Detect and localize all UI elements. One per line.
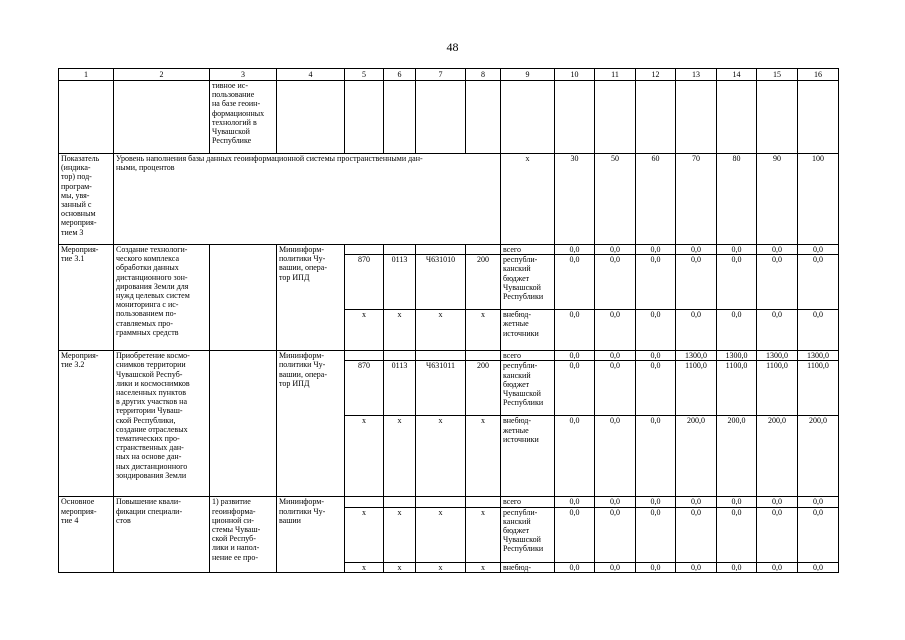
amount-cell: 0,0 bbox=[717, 245, 757, 255]
indicator-value: 30 bbox=[555, 154, 595, 245]
funding-source: республи- канский бюджет Чувашской Республики bbox=[501, 255, 555, 310]
target-code bbox=[416, 245, 466, 255]
event-description: Приобретение космо- снимков территории Чувашской Респуб- лики и космоснимков населенных пунктов в других участков на территории Чуваш- ской Республики, создание отраслевых тематических про- странственных дан- ных на основе дан- ных дистанционного зондирования Земли bbox=[114, 351, 210, 497]
event-description: Создание технологи- ческого комплекса обработки данных дистанционного зон- дирования Земли для нужд целевых систем мониторинга с ис- пользованием по- ставляемых про- граммных средств bbox=[114, 245, 210, 351]
amount-cell: 0,0 bbox=[595, 361, 636, 416]
grbs-code: х bbox=[345, 562, 384, 572]
indicator-value: 70 bbox=[676, 154, 717, 245]
funding-source: всего bbox=[501, 245, 555, 255]
amount-cell: 200,0 bbox=[676, 416, 717, 497]
funding-source: всего bbox=[501, 351, 555, 361]
table-row bbox=[59, 81, 839, 154]
header-row bbox=[59, 69, 839, 81]
amount-cell: 0,0 bbox=[595, 351, 636, 361]
amount-cell: 0,0 bbox=[555, 310, 595, 351]
amount-cell: 0,0 bbox=[798, 497, 839, 507]
amount-cell: 1300,0 bbox=[717, 351, 757, 361]
table-cell bbox=[636, 81, 676, 154]
amount-cell: 0,0 bbox=[676, 255, 717, 310]
column-header: 7 bbox=[416, 69, 466, 81]
grbs-code: х bbox=[345, 310, 384, 351]
amount-cell: 0,0 bbox=[798, 507, 839, 562]
table-cell bbox=[555, 81, 595, 154]
amount-cell: 1300,0 bbox=[798, 351, 839, 361]
table-cell bbox=[798, 81, 839, 154]
amount-cell: 0,0 bbox=[798, 255, 839, 310]
column-header: 1 bbox=[59, 69, 114, 81]
target-code bbox=[416, 351, 466, 361]
table-cell bbox=[114, 81, 210, 154]
amount-cell: 0,0 bbox=[676, 310, 717, 351]
amount-cell: 0,0 bbox=[595, 562, 636, 572]
funding-source: всего bbox=[501, 497, 555, 507]
amount-cell: 0,0 bbox=[555, 351, 595, 361]
funding-source: внебюд- жетные источники bbox=[501, 416, 555, 497]
table-cell bbox=[466, 81, 501, 154]
indicator-value: 80 bbox=[717, 154, 757, 245]
amount-cell: 0,0 bbox=[636, 245, 676, 255]
table-cell bbox=[595, 81, 636, 154]
section-code: х bbox=[384, 310, 416, 351]
event-result bbox=[210, 351, 277, 497]
column-header: 11 bbox=[595, 69, 636, 81]
section-code: х bbox=[384, 416, 416, 497]
event-result: 1) развитие геоинформа- ционной си- стемы Чуваш- ской Респуб- лики и напол- нение ее про- bbox=[210, 497, 277, 572]
amount-cell: 0,0 bbox=[595, 310, 636, 351]
table-cell bbox=[717, 81, 757, 154]
table-cell bbox=[384, 81, 416, 154]
amount-cell: 0,0 bbox=[717, 255, 757, 310]
amount-cell: 0,0 bbox=[595, 416, 636, 497]
amount-cell: 0,0 bbox=[676, 562, 717, 572]
table-row bbox=[59, 245, 839, 255]
funding-source: республи- канский бюджет Чувашской Республики bbox=[501, 361, 555, 416]
column-header: 8 bbox=[466, 69, 501, 81]
section-code: 0113 bbox=[384, 255, 416, 310]
amount-cell: 0,0 bbox=[757, 507, 798, 562]
column-header: 10 bbox=[555, 69, 595, 81]
amount-cell: 200,0 bbox=[798, 416, 839, 497]
amount-cell: 0,0 bbox=[636, 361, 676, 416]
column-header: 3 bbox=[210, 69, 277, 81]
amount-cell: 0,0 bbox=[555, 361, 595, 416]
target-code: х bbox=[416, 507, 466, 562]
table-cell bbox=[345, 81, 384, 154]
event-result bbox=[210, 245, 277, 351]
section-code: х bbox=[384, 562, 416, 572]
grbs-code bbox=[345, 351, 384, 361]
target-code: Ч631010 bbox=[416, 255, 466, 310]
column-header: 16 bbox=[798, 69, 839, 81]
event-executor: Мининформ- политики Чу- вашии bbox=[277, 497, 345, 572]
indicator-value: 90 bbox=[757, 154, 798, 245]
event-executor: Мининформ- политики Чу- вашии, опера- тор ИПД bbox=[277, 245, 345, 351]
indicator-value: 50 bbox=[595, 154, 636, 245]
table-cell bbox=[416, 81, 466, 154]
column-header: 14 bbox=[717, 69, 757, 81]
event-label: Мероприя- тие 3.2 bbox=[59, 351, 114, 497]
amount-cell: 0,0 bbox=[555, 416, 595, 497]
amount-cell: 1100,0 bbox=[717, 361, 757, 416]
indicator-text: Уровень наполнения базы данных геоинформационной системы пространственными дан- ными, процентов bbox=[114, 154, 501, 245]
amount-cell: 0,0 bbox=[636, 351, 676, 361]
amount-cell: 0,0 bbox=[595, 245, 636, 255]
amount-cell: 200,0 bbox=[717, 416, 757, 497]
event-description: Повышение квали- фикации специали- стов bbox=[114, 497, 210, 572]
amount-cell: 0,0 bbox=[717, 507, 757, 562]
amount-cell: 1300,0 bbox=[676, 351, 717, 361]
amount-cell: 200,0 bbox=[757, 416, 798, 497]
column-header: 6 bbox=[384, 69, 416, 81]
column-header: 15 bbox=[757, 69, 798, 81]
expense-code bbox=[466, 351, 501, 361]
result-cell: тивное ис- пользование на базе геоин- формационных технологий в Чувашской Республике bbox=[210, 81, 277, 154]
target-code: х bbox=[416, 562, 466, 572]
amount-cell: 0,0 bbox=[798, 562, 839, 572]
indicator-label: Показатель (индика- тор) под- програм- мы, увя- занный с основным мероприя- тием 3 bbox=[59, 154, 114, 245]
expense-code: х bbox=[466, 310, 501, 351]
amount-cell: 0,0 bbox=[595, 255, 636, 310]
amount-cell: 1100,0 bbox=[676, 361, 717, 416]
expense-code: х bbox=[466, 507, 501, 562]
amount-cell: 1100,0 bbox=[798, 361, 839, 416]
expense-code: х bbox=[466, 416, 501, 497]
column-header: 13 bbox=[676, 69, 717, 81]
amount-cell: 0,0 bbox=[636, 416, 676, 497]
section-code bbox=[384, 497, 416, 507]
amount-cell: 0,0 bbox=[757, 245, 798, 255]
table-cell bbox=[676, 81, 717, 154]
amount-cell: 0,0 bbox=[757, 497, 798, 507]
expense-code bbox=[466, 497, 501, 507]
grbs-code: х bbox=[345, 416, 384, 497]
column-header: 2 bbox=[114, 69, 210, 81]
table-cell bbox=[501, 81, 555, 154]
amount-cell: 0,0 bbox=[636, 497, 676, 507]
funding-source: внебюд- bbox=[501, 562, 555, 572]
amount-cell: 0,0 bbox=[555, 245, 595, 255]
target-code bbox=[416, 497, 466, 507]
amount-cell: 0,0 bbox=[636, 507, 676, 562]
expense-code bbox=[466, 245, 501, 255]
amount-cell: 0,0 bbox=[595, 507, 636, 562]
amount-cell: 0,0 bbox=[798, 245, 839, 255]
indicator-value: 60 bbox=[636, 154, 676, 245]
section-code bbox=[384, 245, 416, 255]
column-header: 9 bbox=[501, 69, 555, 81]
event-label: Основное мероприя- тие 4 bbox=[59, 497, 114, 572]
section-code bbox=[384, 351, 416, 361]
funding-source: внебюд- жетные источники bbox=[501, 310, 555, 351]
amount-cell: 0,0 bbox=[636, 255, 676, 310]
amount-cell: 0,0 bbox=[717, 562, 757, 572]
page-number: 48 bbox=[446, 40, 459, 54]
event-label: Мероприя- тие 3.1 bbox=[59, 245, 114, 351]
grbs-code bbox=[345, 497, 384, 507]
amount-cell: 0,0 bbox=[757, 255, 798, 310]
expense-code: 200 bbox=[466, 361, 501, 416]
table-row bbox=[59, 497, 839, 507]
amount-cell: 0,0 bbox=[555, 507, 595, 562]
amount-cell: 0,0 bbox=[636, 562, 676, 572]
target-code: Ч631011 bbox=[416, 361, 466, 416]
indicator-value: 100 bbox=[798, 154, 839, 245]
table-row bbox=[59, 351, 839, 361]
indicator-unit: х bbox=[501, 154, 555, 245]
amount-cell: 0,0 bbox=[717, 310, 757, 351]
grbs-code bbox=[345, 245, 384, 255]
target-code: х bbox=[416, 416, 466, 497]
amount-cell: 0,0 bbox=[676, 245, 717, 255]
indicator-row bbox=[59, 154, 839, 245]
expense-code: х bbox=[466, 562, 501, 572]
amount-cell: 0,0 bbox=[757, 310, 798, 351]
target-code: х bbox=[416, 310, 466, 351]
amount-cell: 1300,0 bbox=[757, 351, 798, 361]
amount-cell: 0,0 bbox=[555, 562, 595, 572]
budget-table bbox=[58, 68, 839, 573]
event-executor: Мининформ- политики Чу- вашии, опера- тор ИПД bbox=[277, 351, 345, 497]
amount-cell: 0,0 bbox=[717, 497, 757, 507]
column-header: 5 bbox=[345, 69, 384, 81]
amount-cell: 0,0 bbox=[595, 497, 636, 507]
grbs-code: 870 bbox=[345, 361, 384, 416]
amount-cell: 0,0 bbox=[676, 497, 717, 507]
amount-cell: 1100,0 bbox=[757, 361, 798, 416]
section-code: 0113 bbox=[384, 361, 416, 416]
section-code: х bbox=[384, 507, 416, 562]
table-cell bbox=[59, 81, 114, 154]
amount-cell: 0,0 bbox=[757, 562, 798, 572]
table-cell bbox=[277, 81, 345, 154]
table-cell bbox=[757, 81, 798, 154]
amount-cell: 0,0 bbox=[555, 497, 595, 507]
grbs-code: 870 bbox=[345, 255, 384, 310]
amount-cell: 0,0 bbox=[798, 310, 839, 351]
amount-cell: 0,0 bbox=[636, 310, 676, 351]
column-header: 12 bbox=[636, 69, 676, 81]
grbs-code: х bbox=[345, 507, 384, 562]
column-header: 4 bbox=[277, 69, 345, 81]
amount-cell: 0,0 bbox=[555, 255, 595, 310]
expense-code: 200 bbox=[466, 255, 501, 310]
funding-source: республи- канский бюджет Чувашской Республики bbox=[501, 507, 555, 562]
amount-cell: 0,0 bbox=[676, 507, 717, 562]
